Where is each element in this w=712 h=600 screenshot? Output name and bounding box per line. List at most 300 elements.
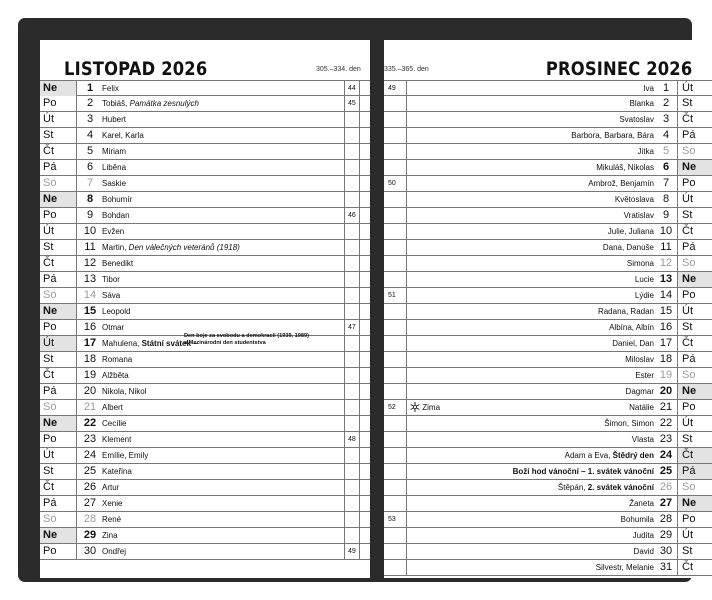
weekday-label: Út (40, 336, 76, 351)
day-number: 7 (86, 177, 94, 189)
day-number: 27 (83, 497, 97, 509)
week-column-edge (359, 496, 360, 511)
day-row (384, 272, 712, 288)
name-part: Alžběta (102, 371, 129, 380)
day-number: 16 (659, 321, 673, 333)
day-row (40, 496, 370, 512)
day-row (384, 288, 712, 304)
nameday-text (596, 560, 654, 575)
week-column-edge (359, 240, 360, 255)
week-number (346, 496, 364, 511)
name-part: Květoslava (614, 195, 654, 204)
week-column-edge (359, 448, 360, 463)
nameday-text (558, 480, 654, 495)
name-part: Emílie, Emily (102, 451, 149, 460)
weekday-label: Út (682, 417, 693, 429)
week-number (384, 336, 406, 351)
week-number (346, 272, 364, 287)
day-number: 20 (659, 385, 673, 397)
day-row (40, 400, 370, 416)
week-column-edge (359, 256, 360, 271)
weekday-label: Po (682, 401, 696, 413)
week-number: 48 (348, 436, 356, 443)
observance-name: Den válečných veteránů (1918) (128, 243, 240, 252)
planner-frame (18, 18, 697, 582)
day-number: 20 (83, 385, 97, 397)
day-row (384, 416, 712, 432)
day-number: 6 (86, 161, 94, 173)
day-row (40, 352, 370, 368)
name-part: Judita (632, 531, 654, 540)
week-column-edge (359, 304, 360, 319)
day-number: 17 (83, 337, 97, 349)
day-number: 2 (86, 97, 94, 109)
name-part: Lucie (634, 275, 654, 284)
day-number: 19 (83, 369, 97, 381)
day-number: 10 (83, 225, 97, 237)
day-row (40, 384, 370, 400)
weekday-label: St (43, 465, 54, 477)
name-part: Artur (102, 483, 120, 492)
day-number: 26 (659, 481, 673, 493)
left-page-november (40, 40, 370, 578)
weekday-label: Út (43, 225, 54, 237)
day-number: 9 (86, 209, 94, 221)
day-number: 17 (659, 337, 673, 349)
day-row (40, 160, 370, 176)
name-part: Svatoslav (619, 115, 654, 124)
day-row (384, 368, 712, 384)
weekday-label: Ne (40, 416, 76, 431)
weekday-label: Čt (682, 113, 693, 125)
weekday-label: Po (682, 513, 696, 525)
day-number: 1 (86, 82, 94, 94)
week-number: 45 (348, 100, 356, 107)
day-row (40, 176, 370, 192)
day-number: 11 (84, 241, 96, 253)
name-part: Blanka (629, 99, 654, 108)
name-part: René (102, 515, 122, 524)
week-number (384, 272, 406, 287)
day-row (40, 304, 370, 320)
day-number: 15 (659, 305, 673, 317)
week-column-edge (359, 81, 360, 96)
week-column-edge (359, 400, 360, 415)
week-number (384, 432, 406, 447)
weekday-label: So (682, 145, 696, 157)
week-number (346, 144, 364, 159)
day-number: 18 (659, 353, 673, 365)
weekday-label: Čt (43, 257, 54, 269)
week-column-edge (359, 336, 360, 351)
week-number (346, 352, 364, 367)
day-row (40, 192, 370, 208)
week-number: 49 (388, 85, 396, 92)
day-number: 15 (83, 305, 97, 317)
week-number: 50 (388, 180, 396, 187)
holiday-name: 2. svátek vánoční (587, 483, 654, 492)
holiday-note-line: Den boje za svobodu a demokracii (1939, 1989) (184, 333, 309, 339)
day-row (384, 528, 712, 544)
week-column-edge (359, 144, 360, 159)
day-number: 27 (659, 497, 673, 509)
day-row (384, 432, 712, 448)
day-row (40, 368, 370, 384)
day-row (40, 333, 370, 352)
name-part: Tobiáš, (102, 99, 130, 108)
name-part: Kateřina (102, 467, 132, 476)
day-row (384, 544, 712, 560)
week-number (346, 400, 364, 415)
day-number: 22 (659, 417, 673, 429)
day-rows (40, 80, 370, 560)
week-number: 52 (388, 404, 396, 411)
name-part: Natálie (629, 403, 654, 412)
name-part: Benedikt (102, 259, 134, 268)
day-row (384, 208, 712, 224)
week-number (384, 192, 406, 207)
day-row (40, 416, 370, 432)
week-number (346, 288, 364, 303)
day-row (40, 480, 370, 496)
season-marker (410, 400, 440, 415)
day-number: 9 (662, 209, 670, 221)
name-part: Ambrož, Benjamín (588, 179, 654, 188)
month-title: PROSINEC 2026 (545, 58, 692, 80)
name-part: Mahulena, (102, 339, 142, 348)
weekday-label: Čt (43, 369, 54, 381)
name-part: Hubert (102, 115, 127, 124)
nameday-text (625, 352, 654, 367)
week-number (384, 544, 406, 559)
week-number: 44 (348, 85, 356, 92)
day-row (40, 432, 370, 448)
week-number (384, 528, 406, 543)
day-row (40, 448, 370, 464)
week-column-edge (359, 528, 360, 543)
name-part: Ondřej (102, 547, 127, 556)
nameday-text (635, 272, 654, 287)
weekday-label: Čt (682, 225, 693, 237)
day-number: 23 (83, 433, 97, 445)
day-row (40, 288, 370, 304)
name-part: Klement (102, 435, 132, 444)
day-number: 13 (659, 273, 673, 285)
name-part: Dagmar (625, 387, 654, 396)
day-number: 26 (83, 481, 97, 493)
nameday-text (588, 176, 654, 191)
day-number: 19 (659, 369, 673, 381)
week-column-edge (359, 272, 360, 287)
week-column-edge (359, 208, 360, 223)
name-part: Nikola, Nikol (102, 387, 147, 396)
right-page-december (384, 40, 712, 578)
nameday-text (102, 160, 126, 175)
week-number: 53 (388, 516, 396, 523)
week-number: 51 (388, 292, 396, 299)
name-part: Martin, (102, 243, 129, 252)
weekday-label: St (682, 545, 693, 557)
week-number (384, 384, 406, 399)
week-number (346, 528, 364, 543)
name-part: Saskie (102, 179, 127, 188)
name-part: Bohumila (620, 515, 654, 524)
weekday-label: Čt (43, 481, 54, 493)
weekday-label: Po (43, 321, 57, 333)
holiday-name: Štědrý den (612, 451, 654, 460)
day-row (384, 80, 712, 96)
week-number (384, 448, 406, 463)
nameday-text (603, 240, 654, 255)
day-number: 11 (660, 241, 672, 253)
weekday-label: Po (43, 545, 57, 557)
week-number (384, 112, 406, 127)
day-number: 14 (83, 289, 97, 301)
nameday-text (102, 96, 199, 111)
nameday-text (102, 256, 133, 271)
weekday-label: Ne (678, 272, 712, 287)
nameday-text (102, 384, 146, 399)
day-rows (384, 80, 712, 576)
day-row (40, 80, 370, 96)
name-part: Otmar (102, 323, 125, 332)
weekday-label: Út (682, 193, 693, 205)
weekday-label: So (43, 177, 57, 189)
weekday-label: Pá (682, 353, 696, 365)
week-number (384, 128, 406, 143)
nameday-text (102, 128, 144, 143)
name-part: Jitka (637, 147, 654, 156)
week-number (346, 256, 364, 271)
week-column-edge (359, 224, 360, 239)
name-part: Žaneta (629, 499, 654, 508)
name-part: David (633, 547, 654, 556)
day-number: 5 (662, 145, 670, 157)
nameday-text (102, 192, 132, 207)
name-part: Štěpán, (557, 483, 588, 492)
weekday-label: Pá (682, 241, 696, 253)
name-part: Lýdie (634, 291, 654, 300)
weekday-label: Ne (678, 496, 712, 511)
nameday-text (102, 304, 130, 319)
weekday-label: Ne (40, 81, 76, 96)
day-number: 8 (86, 193, 94, 205)
day-number: 8 (662, 193, 670, 205)
name-part: Iva (643, 84, 654, 93)
holiday-note-line: a Mezinárodní den studentstva (184, 339, 266, 346)
weekday-label: Ne (678, 160, 712, 175)
name-part: Dana, Danuše (602, 243, 654, 252)
weekday-label: So (43, 513, 57, 525)
week-column-edge (359, 288, 360, 303)
holiday-name: Státní svátek – (141, 339, 198, 348)
nameday-text (638, 144, 654, 159)
weekday-label: Čt (682, 337, 693, 349)
nameday-text (102, 320, 124, 335)
week-number (346, 464, 364, 479)
day-number: 31 (659, 561, 673, 573)
day-number: 25 (659, 465, 673, 477)
day-number: 22 (83, 417, 97, 429)
weekday-label: St (43, 241, 54, 253)
day-row (40, 256, 370, 272)
week-column-edge (359, 176, 360, 191)
weekday-label: Ne (40, 192, 76, 207)
nameday-text (102, 224, 124, 239)
weekday-label: So (43, 401, 57, 413)
weekday-label: St (43, 353, 54, 365)
name-part: Miriam (102, 147, 126, 156)
week-column-edge (359, 352, 360, 367)
day-row (384, 448, 712, 464)
day-row (40, 224, 370, 240)
day-row (384, 144, 712, 160)
day-row (40, 112, 370, 128)
nameday-text (102, 496, 122, 511)
week-number (346, 224, 364, 239)
week-column-edge (359, 112, 360, 127)
nameday-text (634, 544, 654, 559)
nameday-text (604, 416, 654, 431)
nameday-text (102, 112, 126, 127)
day-number: 1 (662, 82, 670, 94)
day-row (40, 208, 370, 224)
day-row (384, 112, 712, 128)
day-number: 29 (659, 529, 673, 541)
day-range: 335.–365. den (384, 66, 429, 73)
weekday-label: So (682, 481, 696, 493)
week-number (346, 112, 364, 127)
day-row (40, 272, 370, 288)
day-row (384, 336, 712, 352)
nameday-text (102, 528, 118, 543)
day-row (40, 128, 370, 144)
weekday-label: So (682, 257, 696, 269)
day-number: 12 (83, 257, 97, 269)
nameday-text (632, 432, 654, 447)
day-row (384, 160, 712, 176)
day-row (40, 528, 370, 544)
name-part: Bohdan (102, 211, 130, 220)
week-number (346, 480, 364, 495)
day-number: 16 (83, 321, 97, 333)
name-part: Karel, Karla (102, 131, 144, 140)
weekday-label: So (682, 369, 696, 381)
day-row (40, 96, 370, 112)
day-row (384, 128, 712, 144)
weekday-label: Ne (678, 384, 712, 399)
week-column-edge (359, 416, 360, 431)
day-number: 4 (662, 129, 670, 141)
week-column-edge (359, 432, 360, 447)
week-number (346, 448, 364, 463)
day-row (40, 464, 370, 480)
weekday-label: Út (43, 449, 54, 461)
day-number: 12 (659, 257, 673, 269)
name-part: Albert (102, 403, 123, 412)
weekday-label: Út (682, 305, 693, 317)
nameday-text (102, 544, 126, 559)
day-number: 21 (83, 401, 97, 413)
week-number (346, 336, 364, 351)
name-part: Bohumír (102, 195, 133, 204)
day-range: 305.–334. den (316, 66, 361, 73)
week-column-edge (359, 384, 360, 399)
day-number: 25 (83, 465, 97, 477)
day-number: 28 (83, 513, 97, 525)
weekday-label: Čt (678, 448, 712, 463)
week-number (346, 192, 364, 207)
weekday-label: Po (682, 289, 696, 301)
day-number: 7 (662, 177, 670, 189)
week-number (384, 320, 406, 335)
week-column-edge (359, 512, 360, 527)
name-part: Tibor (102, 275, 120, 284)
week-column-edge (359, 464, 360, 479)
month-title: LISTOPAD 2026 (64, 58, 208, 80)
day-row (384, 400, 712, 416)
name-part: Cecílie (102, 419, 127, 428)
week-number: 46 (348, 212, 356, 219)
holiday-note (184, 333, 309, 346)
week-number (346, 240, 364, 255)
weekday-label: Po (43, 433, 57, 445)
week-number (384, 208, 406, 223)
day-number: 13 (83, 273, 97, 285)
name-part: Zina (102, 531, 118, 540)
day-row (384, 304, 712, 320)
day-row (384, 464, 712, 480)
day-number: 29 (83, 529, 97, 541)
name-part: Romana (102, 355, 133, 364)
day-number: 21 (659, 401, 673, 413)
day-row (384, 512, 712, 528)
name-part: Radana, Radan (597, 307, 654, 316)
nameday-text (621, 512, 654, 527)
day-row (384, 240, 712, 256)
week-column-edge (359, 96, 360, 111)
name-part: Liběna (102, 163, 127, 172)
nameday-text (608, 224, 654, 239)
day-number: 28 (659, 513, 673, 525)
nameday-text (629, 496, 654, 511)
nameday-text (102, 464, 132, 479)
nameday-text (643, 81, 654, 96)
nameday-text (102, 144, 126, 159)
weekday-label: St (682, 321, 693, 333)
name-part: Xenie (102, 499, 123, 508)
name-part: Vratislav (623, 211, 654, 220)
day-row (384, 560, 712, 576)
day-number: 30 (83, 545, 97, 557)
day-row (384, 192, 712, 208)
day-row (384, 256, 712, 272)
nameday-text (635, 368, 654, 383)
nameday-text (633, 528, 654, 543)
week-number (384, 304, 406, 319)
week-number: 47 (348, 324, 356, 331)
weekday-label: St (682, 433, 693, 445)
nameday-text (615, 192, 654, 207)
week-number (346, 304, 364, 319)
weekday-label: Út (682, 82, 693, 94)
week-column-edge (359, 480, 360, 495)
weekday-label: Pá (43, 161, 57, 173)
week-number (346, 512, 364, 527)
weekday-label: Ne (40, 528, 76, 543)
week-number: 49 (348, 548, 356, 555)
weekday-label: Po (682, 177, 696, 189)
